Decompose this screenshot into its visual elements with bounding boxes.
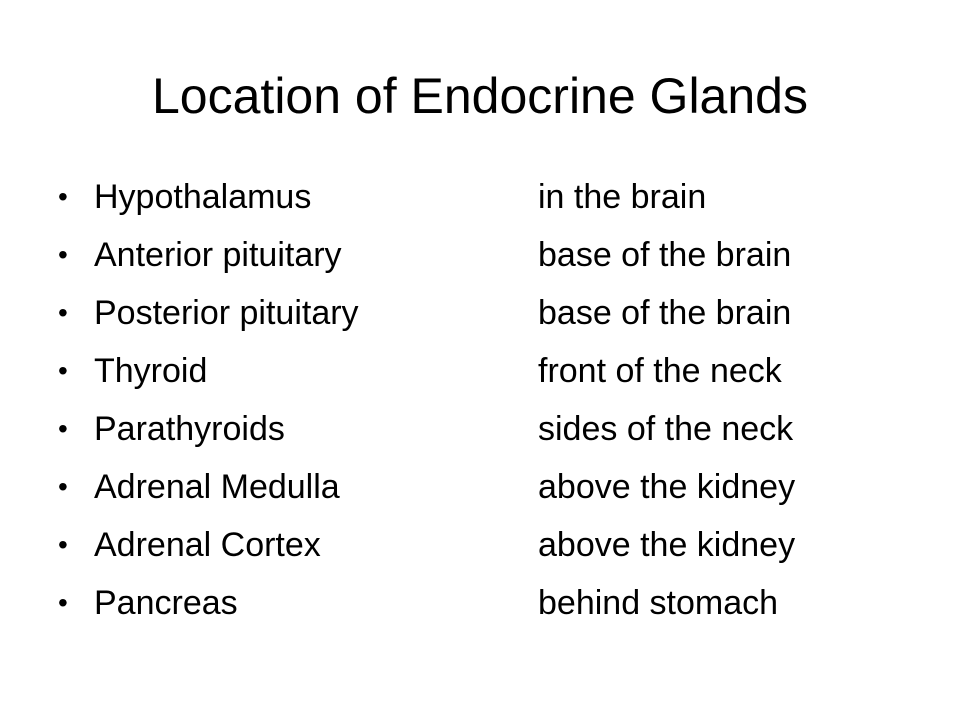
gland-name: Adrenal Medulla — [94, 468, 340, 506]
list-item — [58, 402, 918, 460]
list-item — [58, 460, 918, 518]
gland-location: sides of the neck — [538, 410, 794, 448]
bullet-icon: • — [58, 413, 68, 444]
bullet-icon: • — [58, 471, 68, 502]
list-item — [58, 576, 918, 634]
list-item — [58, 518, 918, 576]
gland-name: Pancreas — [94, 584, 238, 622]
gland-list — [58, 170, 918, 634]
list-item — [58, 344, 918, 402]
gland-name: Thyroid — [94, 352, 208, 390]
gland-name: Adrenal Cortex — [94, 526, 321, 564]
bullet-icon: • — [58, 297, 68, 328]
gland-location: front of the neck — [538, 352, 782, 390]
bullet-icon: • — [58, 181, 68, 212]
slide-title: Location of Endocrine Glands — [152, 68, 808, 124]
gland-location: base of the brain — [538, 294, 792, 332]
list-item — [58, 170, 918, 228]
gland-location: behind stomach — [538, 584, 779, 622]
gland-name: Hypothalamus — [94, 178, 312, 216]
gland-name: Anterior pituitary — [94, 236, 342, 274]
gland-name: Posterior pituitary — [94, 294, 359, 332]
bullet-icon: • — [58, 529, 68, 560]
list-item — [58, 228, 918, 286]
list-item — [58, 286, 918, 344]
bullet-icon: • — [58, 587, 68, 618]
gland-location: in the brain — [538, 178, 707, 216]
gland-location: base of the brain — [538, 236, 792, 274]
gland-location: above the kidney — [538, 468, 796, 506]
gland-name: Parathyroids — [94, 410, 285, 448]
bullet-icon: • — [58, 355, 68, 386]
bullet-icon: • — [58, 239, 68, 270]
gland-location: above the kidney — [538, 526, 796, 564]
